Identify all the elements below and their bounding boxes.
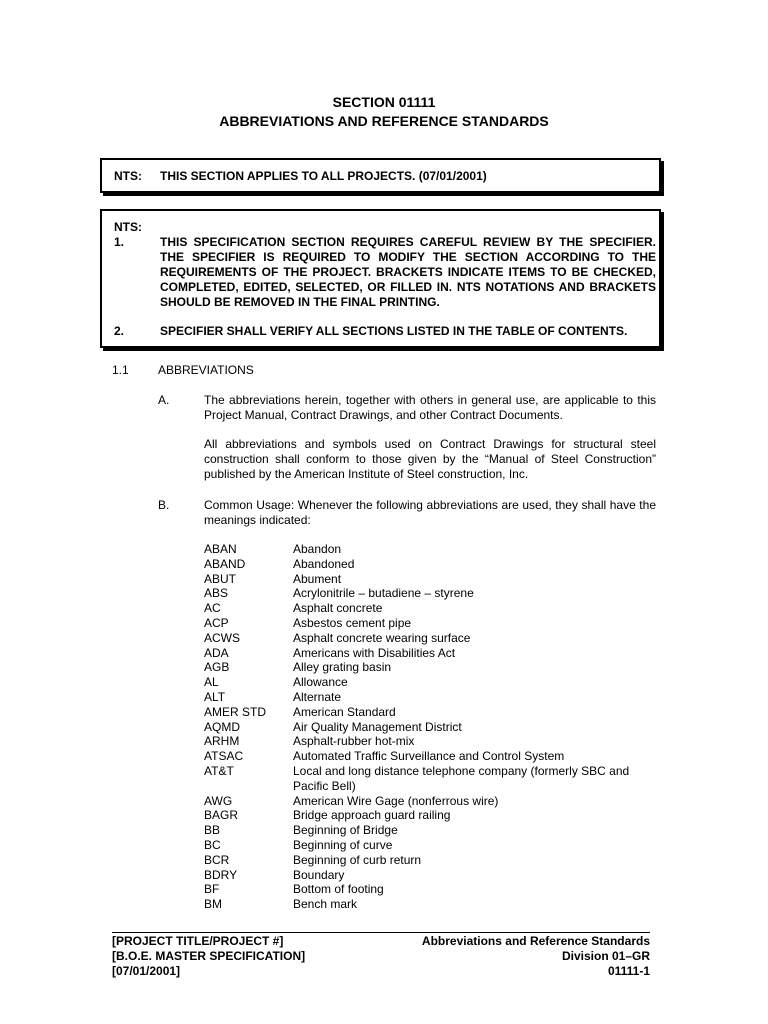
list-item — [204, 631, 664, 646]
abbr-meaning: Bottom of footing — [293, 882, 384, 897]
abbr-meaning: Asphalt-rubber hot-mix — [293, 734, 415, 749]
section-title: ABBREVIATIONS AND REFERENCE STANDARDS — [219, 113, 549, 129]
abbr-code: AQMD — [204, 719, 240, 734]
abbr-code: AC — [204, 601, 221, 616]
abbr-meaning: Asphalt concrete — [293, 601, 383, 616]
footer-section-title: Abbreviations and Reference Standards — [421, 934, 650, 948]
abbr-meaning: Alternate — [293, 689, 342, 704]
abbr-code: ATSAC — [204, 749, 244, 764]
list-item — [204, 720, 664, 735]
abbr-meaning: Beginning of curb return — [293, 852, 422, 867]
list-item — [204, 838, 664, 853]
note-item-number: 1. — [114, 235, 125, 249]
list-item — [204, 808, 664, 823]
abbr-code: AT&T — [204, 763, 234, 778]
note-box-general — [100, 158, 661, 193]
note-item-text: SPECIFIER SHALL VERIFY ALL SECTIONS LISTED IN THE TABLE OF CONTENTS. — [160, 324, 628, 338]
footer-page-number: 01111-1 — [607, 964, 650, 978]
list-item — [204, 660, 664, 675]
abbr-meaning: Americans with Disabilities Act — [293, 645, 456, 660]
abbr-code: BC — [204, 837, 221, 852]
note-label: NTS: — [114, 220, 142, 234]
paragraph-a-text-2: All abbreviations and symbols used on Contract Drawings for structural steel construction shall conform to those given by the “Manual of Steel Construction” published by the American Institute of Steel construction, Inc. — [204, 437, 656, 481]
abbr-meaning: American Wire Gage (nonferrous wire) — [293, 793, 499, 808]
list-item — [204, 601, 664, 616]
abbr-meaning: Bridge approach guard railing — [293, 808, 451, 823]
footer-division: Division 01–GR — [561, 949, 650, 963]
abbr-meaning: Abandoned — [293, 556, 355, 571]
abbr-code: ABS — [204, 586, 229, 601]
abbr-meaning: Abument — [293, 571, 342, 586]
abbr-meaning: Bench mark — [293, 897, 358, 912]
abbr-meaning: Alley grating basin — [293, 660, 392, 675]
list-item — [204, 897, 664, 912]
abbr-code: BAGR — [204, 808, 239, 823]
note-item-number: 2. — [114, 324, 125, 338]
article-number: 1.1 — [112, 363, 129, 377]
section-number: SECTION 01111 — [332, 94, 436, 110]
abbr-code: ABAND — [204, 556, 246, 571]
abbr-code: BDRY — [204, 867, 238, 882]
footer-master-spec: [B.O.E. MASTER SPECIFICATION] — [112, 949, 306, 963]
note-label: NTS: — [114, 169, 142, 183]
abbr-meaning: Beginning of curve — [293, 837, 393, 852]
footer-date: [07/01/2001] — [112, 964, 181, 978]
note-box-specifier — [100, 209, 661, 348]
note-text: THIS SECTION APPLIES TO ALL PROJECTS. (07/01/2001) — [160, 169, 487, 183]
abbr-code: AL — [204, 675, 219, 690]
paragraph-letter-a: A. — [158, 393, 170, 407]
footer-divider — [112, 932, 650, 933]
abbr-meaning: Boundary — [293, 867, 345, 882]
abbr-code: BB — [204, 823, 221, 838]
abbr-meaning: Automated Traffic Surveillance and Control System — [293, 749, 565, 764]
abbr-meaning: Local and long distance telephone company (formerly SBC and Pacific Bell) — [293, 763, 630, 793]
list-item — [204, 586, 664, 601]
abbr-meaning: Asphalt concrete wearing surface — [293, 630, 471, 645]
abbr-code: ADA — [204, 645, 229, 660]
abbr-code: BF — [204, 882, 220, 897]
abbr-code: BCR — [204, 852, 230, 867]
list-item — [204, 794, 664, 809]
list-item — [204, 823, 664, 838]
abbr-code: ACWS — [204, 630, 240, 645]
paragraph-letter-b: B. — [158, 498, 170, 512]
article-title: ABBREVIATIONS — [158, 363, 254, 377]
note-item-text: THIS SPECIFICATION SECTION REQUIRES CAREFUL REVIEW BY THE SPECIFIER. THE SPECIFIER IS REQUIRED TO MODIFY THE SECTION ACCORDING TO THE REQUIREMENTS OF THE PROJECT. BRACKETS INDICATE ITEMS TO BE CHECKED, COMPLETED, EDITED, SELECTED, OR FILLED IN. NTS NOTATIONS AND BRACKETS SHOULD BE REMOVED IN THE FINAL PRINTING. — [160, 235, 656, 309]
list-item — [204, 572, 664, 587]
abbreviation-list — [204, 542, 664, 912]
paragraph-b-text: Common Usage: Whenever the following abbreviations are used, they shall have the meanings indicated: — [204, 498, 656, 527]
abbr-code: ABUT — [204, 571, 237, 586]
list-item — [204, 705, 664, 720]
abbr-meaning: Allowance — [293, 675, 348, 690]
footer-project-title: [PROJECT TITLE/PROJECT #] — [112, 934, 284, 948]
list-item — [204, 557, 664, 572]
list-item — [204, 764, 664, 794]
list-item — [204, 749, 664, 764]
abbr-meaning: Air Quality Management District — [293, 719, 462, 734]
abbr-code: AMER STD — [204, 704, 267, 719]
abbr-meaning: American Standard — [293, 704, 396, 719]
list-item — [204, 734, 664, 749]
footer-right — [422, 934, 650, 979]
list-item — [204, 868, 664, 883]
footer-left — [112, 934, 305, 979]
list-item — [204, 646, 664, 661]
list-item — [204, 675, 664, 690]
paragraph-a-text: The abbreviations herein, together with others in general use, are applicable to this Project Manual, Contract Drawings, and other Contract Documents. — [204, 393, 656, 422]
list-item — [204, 542, 664, 557]
abbr-meaning: Beginning of Bridge — [293, 823, 398, 838]
list-item — [204, 690, 664, 705]
abbr-meaning: Acrylonitrile – butadiene – styrene — [293, 586, 474, 601]
abbr-code: BM — [204, 897, 222, 912]
abbr-code: ABAN — [204, 542, 237, 556]
abbr-code: ACP — [204, 615, 229, 630]
abbr-code: ALT — [204, 689, 226, 704]
abbr-meaning: Abandon — [293, 542, 342, 556]
abbr-code: ARHM — [204, 734, 240, 749]
list-item — [204, 616, 664, 631]
abbr-code: AGB — [204, 660, 230, 675]
list-item — [204, 853, 664, 868]
abbr-meaning: Asbestos cement pipe — [293, 615, 412, 630]
abbr-code: AWG — [204, 793, 233, 808]
list-item — [204, 882, 664, 897]
